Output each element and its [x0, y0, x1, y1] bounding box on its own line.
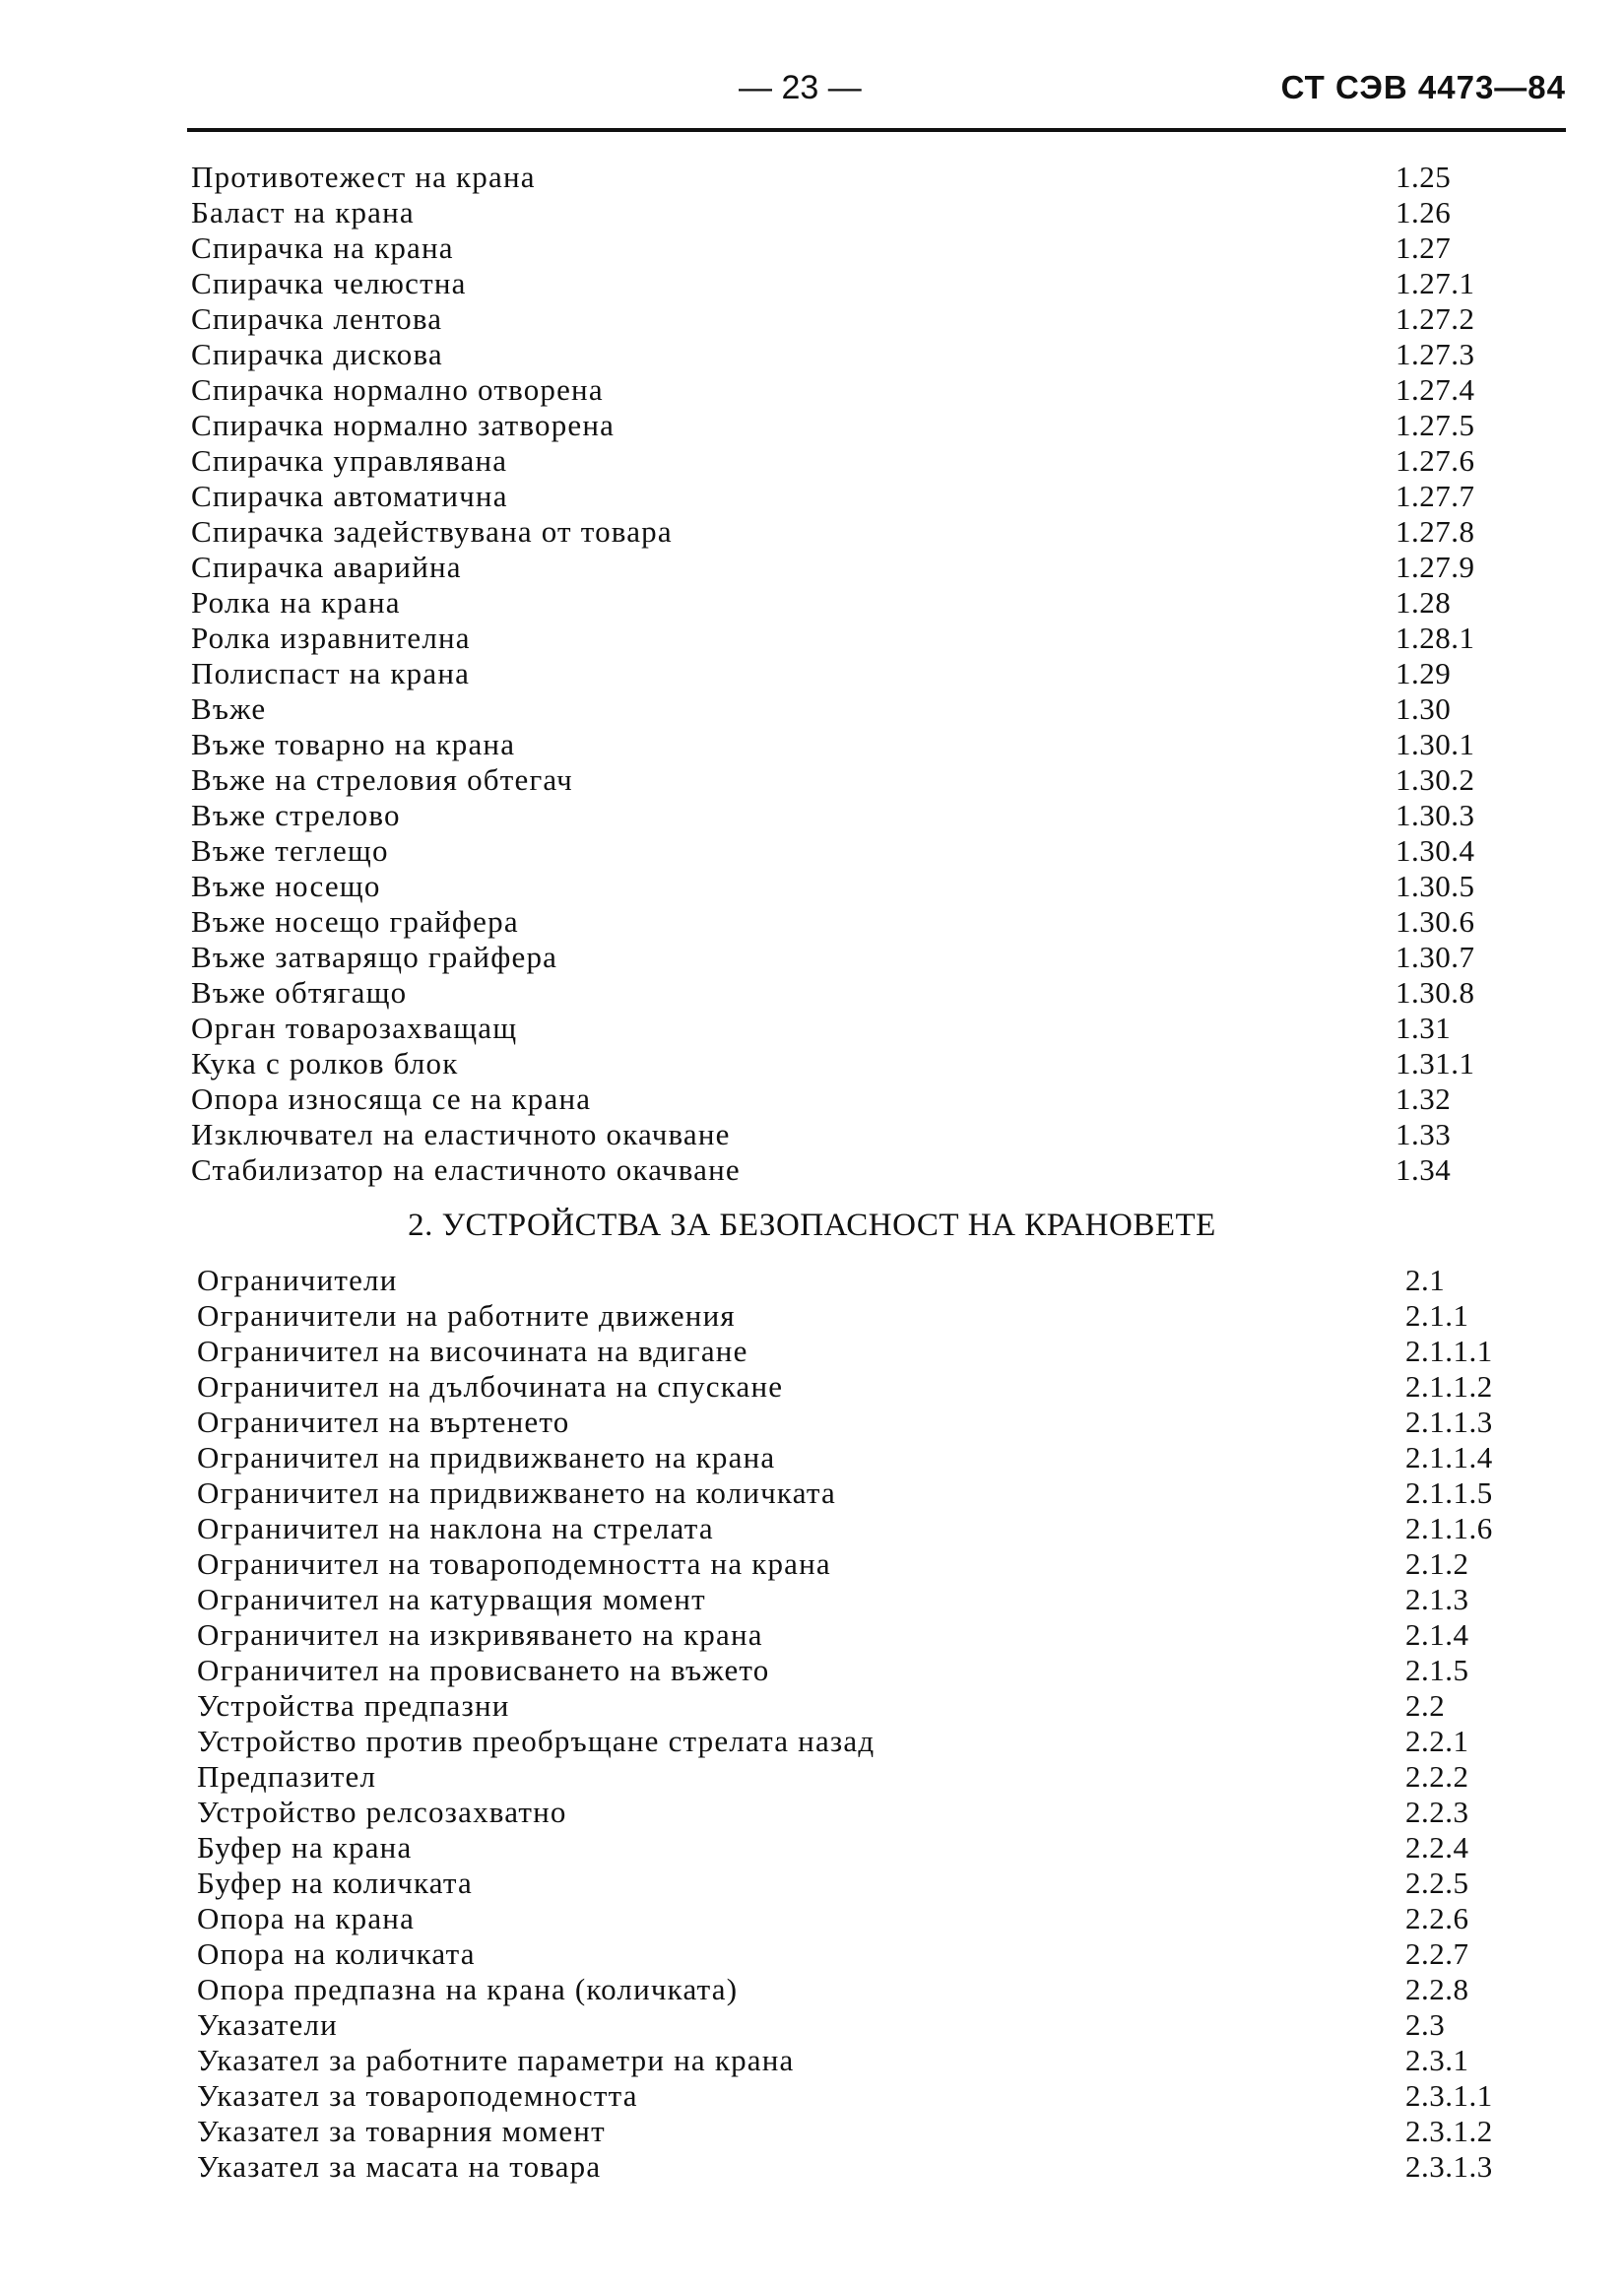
term-code: 1.26	[1396, 195, 1452, 229]
term-label: Въже носещо	[191, 869, 381, 903]
term-row	[187, 550, 1546, 585]
term-label: Спирачка лентова	[191, 301, 443, 336]
term-code: 2.2	[1405, 1688, 1446, 1723]
term-code: 1.27	[1396, 230, 1452, 265]
term-label: Въже теглещо	[191, 833, 389, 868]
term-row	[187, 2149, 1546, 2185]
term-code: 1.27.3	[1396, 337, 1475, 371]
term-code: 2.2.4	[1405, 1830, 1469, 1865]
term-code: 2.1.1.6	[1405, 1511, 1493, 1545]
term-code: 2.1.1.5	[1405, 1475, 1493, 1510]
term-row	[187, 1263, 1546, 1298]
term-code: 2.3	[1405, 2007, 1446, 2042]
term-code: 2.3.1.2	[1405, 2114, 1493, 2148]
term-code: 1.30	[1396, 691, 1452, 726]
term-row	[187, 869, 1546, 904]
term-row	[187, 1511, 1546, 1546]
term-label: Ролка на крана	[191, 585, 401, 620]
term-row	[187, 301, 1546, 337]
term-code: 1.30.2	[1396, 762, 1475, 797]
term-code: 2.1.1.3	[1405, 1405, 1493, 1439]
term-label: Спирачка задействувана от товара	[191, 514, 673, 549]
term-code: 1.27.2	[1396, 301, 1475, 336]
term-label: Ограничител на катурващия момент	[197, 1582, 706, 1616]
term-code: 1.27.8	[1396, 514, 1475, 549]
term-label: Кука с ролков блок	[191, 1046, 459, 1081]
term-code: 1.31.1	[1396, 1046, 1475, 1081]
term-label: Ограничител на товароподемността на крана	[197, 1546, 831, 1581]
term-label: Баласт на крана	[191, 195, 415, 229]
term-code: 1.30.6	[1396, 904, 1475, 939]
term-label: Устройство против преобръщане стрелата назад	[197, 1724, 876, 1758]
term-row	[187, 230, 1546, 266]
term-label: Спирачка нормално затворена	[191, 408, 616, 442]
term-code: 1.30.4	[1396, 833, 1475, 868]
term-row	[187, 1334, 1546, 1369]
term-row	[187, 940, 1546, 975]
term-row	[187, 1546, 1546, 1582]
term-row	[187, 2043, 1546, 2078]
term-label: Опора на количката	[197, 1936, 476, 1971]
term-label: Ограничител на изкривяването на крана	[197, 1617, 763, 1652]
term-code: 2.1.1	[1405, 1298, 1469, 1333]
term-code: 2.1.2	[1405, 1546, 1469, 1581]
term-code: 1.33	[1396, 1117, 1452, 1151]
term-label: Спирачка автоматична	[191, 479, 508, 513]
term-row	[187, 1011, 1546, 1046]
term-label: Указатели	[197, 2007, 338, 2042]
term-row	[187, 1152, 1546, 1188]
term-code: 2.2.3	[1405, 1795, 1469, 1829]
term-row	[187, 1298, 1546, 1334]
term-code: 1.27.7	[1396, 479, 1475, 513]
term-code: 2.1.4	[1405, 1617, 1469, 1652]
term-label: Ограничители на работните движения	[197, 1298, 736, 1333]
term-row	[187, 1901, 1546, 1936]
term-code: 2.2.5	[1405, 1866, 1469, 1900]
term-label: Орган товарозахващащ	[191, 1011, 518, 1045]
term-code: 1.30.5	[1396, 869, 1475, 903]
term-row	[187, 514, 1546, 550]
term-label: Спирачка на крана	[191, 230, 454, 265]
page-header	[187, 69, 1566, 128]
term-label: Указател за работните параметри на крана	[197, 2043, 795, 2077]
term-code: 2.1.1.4	[1405, 1440, 1493, 1474]
term-label: Буфер на количката	[197, 1866, 474, 1900]
term-code: 2.2.6	[1405, 1901, 1469, 1935]
term-list-section-1	[187, 160, 1546, 1188]
term-label: Устройства предпазни	[197, 1688, 510, 1723]
term-label: Въже	[191, 691, 267, 726]
term-code: 2.1.1.1	[1405, 1334, 1493, 1368]
term-code: 1.28.1	[1396, 621, 1475, 655]
term-row	[187, 1440, 1546, 1475]
term-code: 2.1.5	[1405, 1653, 1469, 1687]
term-row	[187, 337, 1546, 372]
term-row	[187, 1081, 1546, 1117]
term-row	[187, 266, 1546, 301]
term-row	[187, 1617, 1546, 1653]
term-label: Полиспаст на крана	[191, 656, 471, 690]
term-row	[187, 1475, 1546, 1511]
term-row	[187, 798, 1546, 833]
term-label: Ограничител на придвижването на крана	[197, 1440, 776, 1474]
term-row	[187, 1653, 1546, 1688]
term-row	[187, 1972, 1546, 2007]
term-label: Стабилизатор на еластичното окачване	[191, 1152, 741, 1187]
term-code: 2.2.2	[1405, 1759, 1469, 1794]
term-label: Въже стрелово	[191, 798, 401, 832]
term-label: Устройство релсозахватно	[197, 1795, 567, 1829]
term-code: 1.30.8	[1396, 975, 1475, 1010]
term-label: Спирачка нормално отворена	[191, 372, 604, 407]
term-code: 2.2.1	[1405, 1724, 1469, 1758]
term-row	[187, 1582, 1546, 1617]
term-label: Ограничител на въртенето	[197, 1405, 570, 1439]
term-code: 1.27.5	[1396, 408, 1475, 442]
term-row	[187, 975, 1546, 1011]
term-row	[187, 160, 1546, 195]
standard-code: СТ СЭВ 4473—84	[1280, 69, 1566, 105]
term-label: Спирачка аварийна	[191, 550, 462, 584]
term-code: 1.27.4	[1396, 372, 1475, 407]
term-label: Въже носещо грайфера	[191, 904, 519, 939]
term-label: Опора на крана	[197, 1901, 416, 1935]
term-label: Опора износяща се на крана	[191, 1081, 592, 1116]
term-code: 1.31	[1396, 1011, 1452, 1045]
term-code: 1.30.7	[1396, 940, 1475, 974]
term-label: Ограничители	[197, 1263, 398, 1297]
term-code: 1.27.6	[1396, 443, 1475, 478]
term-label: Спирачка челюстна	[191, 266, 467, 300]
term-code: 2.1	[1405, 1263, 1446, 1297]
term-code: 1.27.1	[1396, 266, 1475, 300]
term-row	[187, 656, 1546, 691]
term-row	[187, 1795, 1546, 1830]
term-label: Ролка изравнителна	[191, 621, 471, 655]
term-row	[187, 1759, 1546, 1795]
term-label: Ограничител на придвижването на количката	[197, 1475, 836, 1510]
term-code: 1.30.3	[1396, 798, 1475, 832]
term-label: Предпазител	[197, 1759, 377, 1794]
term-code: 2.2.8	[1405, 1972, 1469, 2006]
term-row	[187, 1369, 1546, 1405]
term-label: Ограничител на наклона на стрелата	[197, 1511, 714, 1545]
term-code: 2.3.1	[1405, 2043, 1469, 2077]
term-code: 1.27.9	[1396, 550, 1475, 584]
term-row	[187, 621, 1546, 656]
term-row	[187, 762, 1546, 798]
term-row	[187, 1724, 1546, 1759]
term-label: Въже товарно на крана	[191, 727, 516, 761]
term-label: Въже на стреловия обтегач	[191, 762, 573, 797]
term-row	[187, 372, 1546, 408]
term-label: Спирачка управлявана	[191, 443, 508, 478]
term-label: Противотежест на крана	[191, 160, 536, 194]
term-code: 1.25	[1396, 160, 1452, 194]
term-code: 2.1.1.2	[1405, 1369, 1493, 1404]
term-label: Въже обтягащо	[191, 975, 408, 1010]
term-code: 1.28	[1396, 585, 1452, 620]
term-label: Ограничител на провисването на въжето	[197, 1653, 770, 1687]
term-row	[187, 1936, 1546, 1972]
term-code: 2.1.3	[1405, 1582, 1469, 1616]
term-label: Изключвател на еластичното окачване	[191, 1117, 731, 1151]
header-rule	[187, 128, 1566, 132]
term-row	[187, 691, 1546, 727]
term-row	[187, 2078, 1546, 2114]
page-number: — 23 —	[739, 69, 862, 106]
term-label: Спирачка дискова	[191, 337, 443, 371]
term-row	[187, 833, 1546, 869]
term-row	[187, 1688, 1546, 1724]
term-list-section-2	[187, 1263, 1546, 2185]
term-code: 2.2.7	[1405, 1936, 1469, 1971]
term-label: Ограничител на височината на вдигане	[197, 1334, 748, 1368]
term-row	[187, 408, 1546, 443]
term-label: Буфер на крана	[197, 1830, 413, 1865]
section-heading: 2. УСТРОЙСТВА ЗА БЕЗОПАСНОСТ НА КРАНОВЕТЕ	[408, 1208, 1216, 1243]
term-code: 2.3.1.1	[1405, 2078, 1493, 2113]
term-code: 1.29	[1396, 656, 1452, 690]
term-label: Въже затварящо грайфера	[191, 940, 558, 974]
term-row	[187, 443, 1546, 479]
term-row	[187, 2007, 1546, 2043]
term-row	[187, 479, 1546, 514]
term-row	[187, 1830, 1546, 1866]
term-row	[187, 1117, 1546, 1152]
term-row	[187, 1866, 1546, 1901]
term-code: 1.34	[1396, 1152, 1452, 1187]
term-code: 2.3.1.3	[1405, 2149, 1493, 2184]
term-code: 1.30.1	[1396, 727, 1475, 761]
term-row	[187, 1405, 1546, 1440]
term-row	[187, 727, 1546, 762]
term-label: Ограничител на дълбочината на спускане	[197, 1369, 784, 1404]
term-row	[187, 2114, 1546, 2149]
term-code: 1.32	[1396, 1081, 1452, 1116]
term-row	[187, 904, 1546, 940]
term-row	[187, 585, 1546, 621]
term-label: Указател за масата на товара	[197, 2149, 602, 2184]
term-label: Указател за товароподемността	[197, 2078, 638, 2113]
term-label: Опора предпазна на крана (количката)	[197, 1972, 739, 2006]
term-label: Указател за товарния момент	[197, 2114, 606, 2148]
term-row	[187, 1046, 1546, 1081]
term-row	[187, 195, 1546, 230]
